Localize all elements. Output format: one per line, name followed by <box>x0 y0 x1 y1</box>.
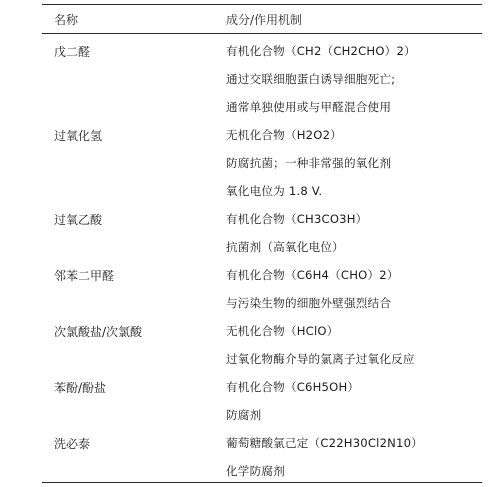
table-top-rule <box>42 4 482 5</box>
composition-text: 氧化电位为 1.8 V. <box>226 184 323 198</box>
table-row <box>0 204 500 232</box>
header-composition: 成分/作用机制 <box>226 13 303 27</box>
table-row <box>0 36 500 64</box>
table-row <box>0 428 500 456</box>
header-name: 名称 <box>54 13 79 27</box>
composition-text: 防腐抗菌；一种非常强的氧化剂 <box>226 156 392 170</box>
table-row <box>0 176 500 204</box>
agent-name: 戊二醛 <box>54 45 91 59</box>
table-row <box>0 456 500 484</box>
composition-text: 无机化合物（H2O2） <box>226 128 342 142</box>
composition-text: 过氧化物酶介导的氯离子过氧化反应 <box>226 352 415 366</box>
table-bottom-rule <box>42 482 482 483</box>
composition-text: 抗菌剂（高氧化电位） <box>226 240 344 254</box>
composition-text: 无机化合物（HClO） <box>226 324 339 338</box>
composition-text: 与污染生物的细胞外壁强烈结合 <box>226 296 392 310</box>
composition-text: 有机化合物（C6H4（CHO）2） <box>226 268 399 282</box>
composition-text: 葡萄糖酸氯己定（C22H30Cl2N10） <box>226 436 423 450</box>
agent-name: 邻苯二甲醛 <box>54 269 115 283</box>
agent-name: 次氯酸盐/次氯酸 <box>54 325 143 339</box>
header-rule <box>42 33 482 34</box>
table-row <box>0 120 500 148</box>
table-row <box>0 148 500 176</box>
composition-text: 有机化合物（C6H5OH） <box>226 380 360 394</box>
table-row <box>0 64 500 92</box>
table-row <box>0 260 500 288</box>
agent-name: 洗必泰 <box>54 437 91 451</box>
table-row <box>0 344 500 372</box>
agent-name: 过氧化氢 <box>54 129 103 143</box>
table-row <box>0 232 500 260</box>
table-row <box>0 400 500 428</box>
composition-text: 有机化合物（CH3CO3H） <box>226 212 368 226</box>
composition-text: 通过交联细胞蛋白诱导细胞死亡; <box>226 72 396 86</box>
composition-text: 防腐剂 <box>226 408 262 422</box>
composition-text: 有机化合物（CH2（CH2CHO）2） <box>226 44 416 58</box>
agent-name: 苯酚/酚盐 <box>54 381 107 395</box>
table-row <box>0 372 500 400</box>
agent-name: 过氧乙酸 <box>54 213 103 227</box>
table-row <box>0 288 500 316</box>
composition-text: 通常单独使用或与甲醛混合使用 <box>226 100 392 114</box>
composition-text: 化学防腐剂 <box>226 464 285 478</box>
table-row <box>0 92 500 120</box>
table-row <box>0 316 500 344</box>
